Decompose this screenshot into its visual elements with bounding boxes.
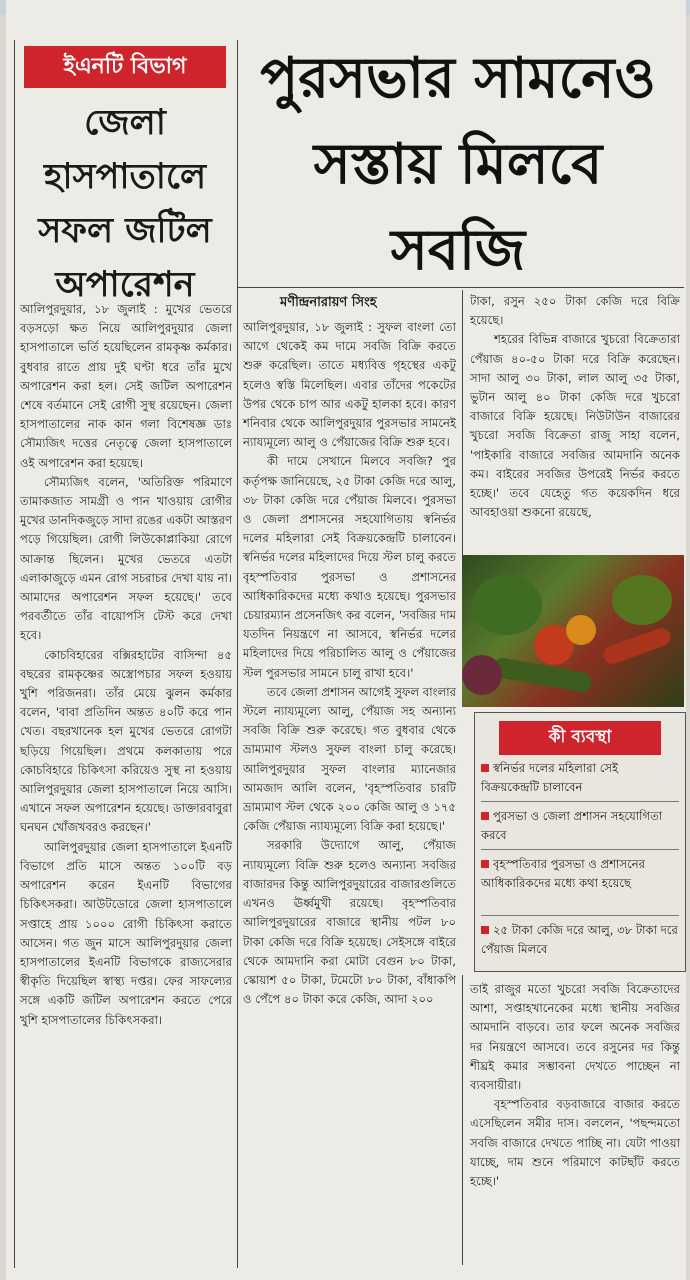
info-box-title: কী ব্যবস্থা (499, 721, 661, 755)
info-box-divider (481, 915, 679, 916)
left-paragraph: আলিপুরদুয়ার, ১৮ জুলাই : মুখের ভেতরে বড়সড়ো ক্ষত নিয়ে আলিপুরদুয়ার জেলা হাসপাতালে ভর্তি হয়েছিলেন রামকৃষ্ণ কর্মকার। বুধবার রাতে প্রায় দুই ঘণ্টা ধরে তাঁর মুখে অপারেশন করা হল। সেই জটিল অপারেশন শেষে বর্তমানে সেই রোগী সুস্থ রয়েছেন। জেলা হাসপাতালের নাক কান গলা বিশেষজ্ঞ ডাঃ সৌম্যজিৎ দত্তের নেতৃত্বে জেলা হাসপাতালে ওই অপারেশন করা হয়েছে। (20, 302, 232, 470)
main-paragraph: শহরের বিভিন্ন বাজারে খুচরো বিক্রেতারা পেঁয়াজ ৪০-৫০ টাকা দরে বিক্রি করেছেন। সাদা আলু ৩০ টাকা, লাল আলু ৩৫ টাকা, ভুটান আলু ৪০ টাকা কেজি দরে খুচরো বাজারে বিক্রি হয়েছে। নিউটাউন বাজারের খুচরো সবজি বিক্রেতা রাজু সাহা বলেন, 'পাইকারি বাজারে সবজির আমদানি অনেক কম। বাইরের সবজির উপরেই নির্ভর করতে হচ্ছে।' তবে যেহেতু গত কয়েকদিন ধরে আবহাওয়া শুকনো রয়েছে, (470, 332, 680, 520)
bullet-icon (481, 860, 489, 868)
main-paragraph: সরকারি উদ্যোগে আলু, পেঁয়াজ ন্যায্যমূল্যে বিক্রি শুরু হলেও অন্যান্য সবজির বাজারদর কিন্তু আলিপুরদুয়ারের বাজারগুলিতে এখনও ঊর্ধ্বমুখী রয়েছে। বৃহস্পতিবার আলিপুরদুয়ারের বাজারে স্থানীয় পটল ৮০ টাকা কেজি দরে বিক্রি হয়েছে। সেইসঙ্গে বাইরে থেকে আমদানি করা মোটা বেগুন ৮০ টাকা, স্কোয়াশ ৫০ টাকা, টমেটো ৮০ টাকা, বাঁধাকপি ও পেঁপে ৪০ টাকা করে কেজি, আদা ২০০ (243, 838, 456, 1007)
byline: মণীন্দ্রনারায়ণ সিংহ (280, 295, 377, 310)
main-article-column-2-top (470, 292, 680, 522)
bullet-icon (481, 926, 489, 934)
info-box-divider (481, 801, 679, 802)
info-box-item-text: ২৫ টাকা কেজি দরে আলু, ৩৮ টাকা দরে পেঁয়াজ মিলবে (481, 923, 678, 956)
info-box-item (481, 921, 679, 959)
onion (462, 655, 502, 695)
info-box-item (481, 759, 679, 797)
info-box-item-text: স্বনির্ভর দলের মহিলারা সেই বিক্রয়কেন্দ্রটি চালাবেন (481, 761, 619, 794)
main-headline: পুরসভার সামনেও সস্তায় মিলবে সবজি (260, 46, 656, 283)
bullet-icon (481, 764, 489, 772)
bullet-icon (481, 812, 489, 820)
info-box-divider (481, 849, 679, 850)
info-box-item-text: বৃহস্পতিবার পুরসভা ও প্রশাসনের আধিকারিকদের মধ্যে কথা হয়েছে (481, 857, 646, 890)
department-tag: ইএনটি বিভাগ (24, 46, 226, 88)
left-paragraph: কোচবিহারের বক্সিরহাটের বাসিন্দা ৪৫ বছরের রামকৃষ্ণের অস্ত্রোপচার সফল হওয়ায় খুশি পরিজনরা। তাঁর মেয়ে ঝুলন কর্মকার বলেন, 'বাবা প্রতিদিন অন্তত ৪০টি করে পান খেত। বছরখানেক হল মুখের ভেতরে রোগটা ছড়িয়ে গিয়েছিল। প্রথমে কলকাতায় পরে কোচবিহারে চিকিৎসা করিয়েও সুস্থ না হওয়ায় আলিপুরদুয়ার জেলা হাসপাতালে নিয়ে আসি। এখানে সফল অপারেশন হয়েছে। ডাক্তারবাবুরা ঘনঘন খোঁজখবরও করছেন।' (20, 647, 232, 835)
info-box-item-text: পুরসভা ও জেলা প্রশাসন সহযোগিতা করবে (481, 809, 663, 842)
carrot (601, 626, 673, 667)
info-box-item (481, 855, 679, 893)
info-box (474, 712, 686, 972)
main-paragraph: বৃহস্পতিবার বড়বাজারে বাজার করতে এসেছিলেন সমীর দাস। বললেন, 'পছন্দমতো সবজি বাজারে দেখতে পাচ্ছি না। যেটা পাওয়া যাচ্ছে, দাম শুনে পরিমাণে কাটছাঁট করতে হচ্ছে।' (470, 1097, 680, 1189)
broccoli (612, 575, 672, 625)
main-article-column-1 (243, 318, 456, 1009)
left-paragraph: সৌম্যজিৎ বলেন, 'অতিরিক্ত পরিমাণে তামাকজাত সামগ্রী ও পান খাওয়ায় রোগীর মুখের ডানদিকজুড়ে সাদা রঙের একটা আস্তরণ পড়ে গিয়েছিল। রোগী লিউকোপ্লাকিয়া রোগে আক্রান্ত ছিলেন। মুখের ভেতরে এতটা এলাকাজুড়ে এমন রোগ সচরাচর দেখা যায় না। আমাদের অপারেশন সফল হয়েছে।' তবে পরবর্তীতে তাঁর বায়োপসি টেস্ট করে দেখা হবে। (20, 474, 232, 643)
left-headline: জেলা হাসপাতালে সফল জটিল অপারেশন (38, 103, 212, 305)
cabbage-leaf (472, 575, 542, 635)
column-divider-main-bottom (462, 975, 463, 1265)
pepper (566, 615, 596, 645)
main-paragraph: তাই রাজুর মতো খুচরো সবজি বিক্রেতাদের আশা, সপ্তাহখানেকের মধ্যে স্থানীয় সবজির আমদানি বাড়বে। তার ফলে অনেক সবজির দর নিয়ন্ত্রণে আসবে। তবে রসুনের দর কিন্তু শীঘ্রই কমার সম্ভাবনা দেখতে পাচ্ছেন না ব্যবসায়ীরা। (470, 982, 680, 1093)
left-paragraph: আলিপুরদুয়ার জেলা হাসপাতালে ইএনটি বিভাগে প্রতি মাসে অন্তত ১০০টি বড় অপারেশন করেন ইএনটি বিভাগের চিকিৎসকরা। আউটডোরে জেলা হাসপাতালে সপ্তাহে প্রায় ১০০০ রোগী চিকিৎসা করাতে আসেন। গত জুন মাসে আলিপুরদুয়ার জেলা হাসপাতালের ইএনটি বিভাগকে রাজ্যসেরার স্বীকৃতি দিয়েছিল স্বাস্থ্য দপ্তর। ফের সাফল্যের সঙ্গে একটি জটিল অপারেশন করতে পেরে খুশি হাসপাতালের চিকিৎসকরা। (20, 839, 232, 1027)
main-paragraph: তবে জেলা প্রশাসন আগেই সুফল বাংলার স্টলে ন্যায্যমূল্যে আলু, পেঁয়াজ সহ অন্যান্য সবজি বিক্রি শুরু করেছে। গত বুধবার থেকে ভ্রাম্যমাণ স্টলও সুফল বাংলা চালু করেছে। আলিপুরদুয়ার সুফল বাংলার ম্যানেজার আমজাদ আলি বলেন, 'বৃহস্পতিবার চারটি ভ্রাম্যমাণ স্টল থেকে ২০০ কেজি আলু ও ১৭৫ কেজি পেঁয়াজ ন্যায্যমূল্যে বিক্রি করা হয়েছে।' (243, 684, 456, 834)
info-box-item (481, 807, 679, 845)
left-article-body (20, 300, 232, 1030)
column-divider-main-top (462, 290, 463, 555)
main-paragraph: কী দামে সেখানে মিলবে সবজি? পুর কর্তৃপক্ষ জানিয়েছে, ২৫ টাকা কেজি দরে আলু, ৩৮ টাকা কেজি দরে পেঁয়াজ মিলবে। পুরসভা ও জেলা প্রশাসনের সহযোগিতায় স্বনির্ভর দলের মহিলারা সেই বিক্রয়কেন্দ্রটি চালাবেন। স্বনির্ভর দলের মহিলাদের দিয়ে স্টল চালু করতে বৃহস্পতিবার পুরসভা ও প্রশাসনের আধিকারিকদের মধ্যে কথাও হয়েছে। পুরসভার চেয়ারম্যান প্রসেনজিৎ কর বলেন, 'সবজির দাম যতদিন নিয়ন্ত্রণে না আসবে, স্বনির্ভর দলের মহিলাদের দিয়ে পরিচালিত আলু ও পেঁয়াজের স্টল পুরসভার সামনে চালু রাখা হবে।' (243, 454, 456, 680)
main-paragraph: টাকা, রসুন ২৫০ টাকা কেজি দরে বিক্রি হয়েছে। (470, 294, 680, 328)
cucumber (491, 656, 593, 693)
main-article-column-2-bottom (470, 980, 680, 1191)
left-margin-rule (14, 40, 15, 1268)
main-paragraph: আলিপুরদুয়ার, ১৮ জুলাই : সুফল বাংলা তো আগে থেকেই কম দামে সবজি বিক্রি করতে শুরু করেছিল। তাতে মধ্যবিত্ত গৃহস্থের একটু হলেও স্বস্তি মিলেছিল। এবার তাঁদের পকেটের উপর থেকে চাপ আর একটু হালকা হবে। কারণ শনিবার থেকে আলিপুরদুয়ার পুরসভার সামনেই ন্যায্যমূল্যে আলু ও পেঁয়াজের বিক্রি শুরু হবে। (243, 320, 456, 450)
vegetables-photo (462, 555, 684, 707)
